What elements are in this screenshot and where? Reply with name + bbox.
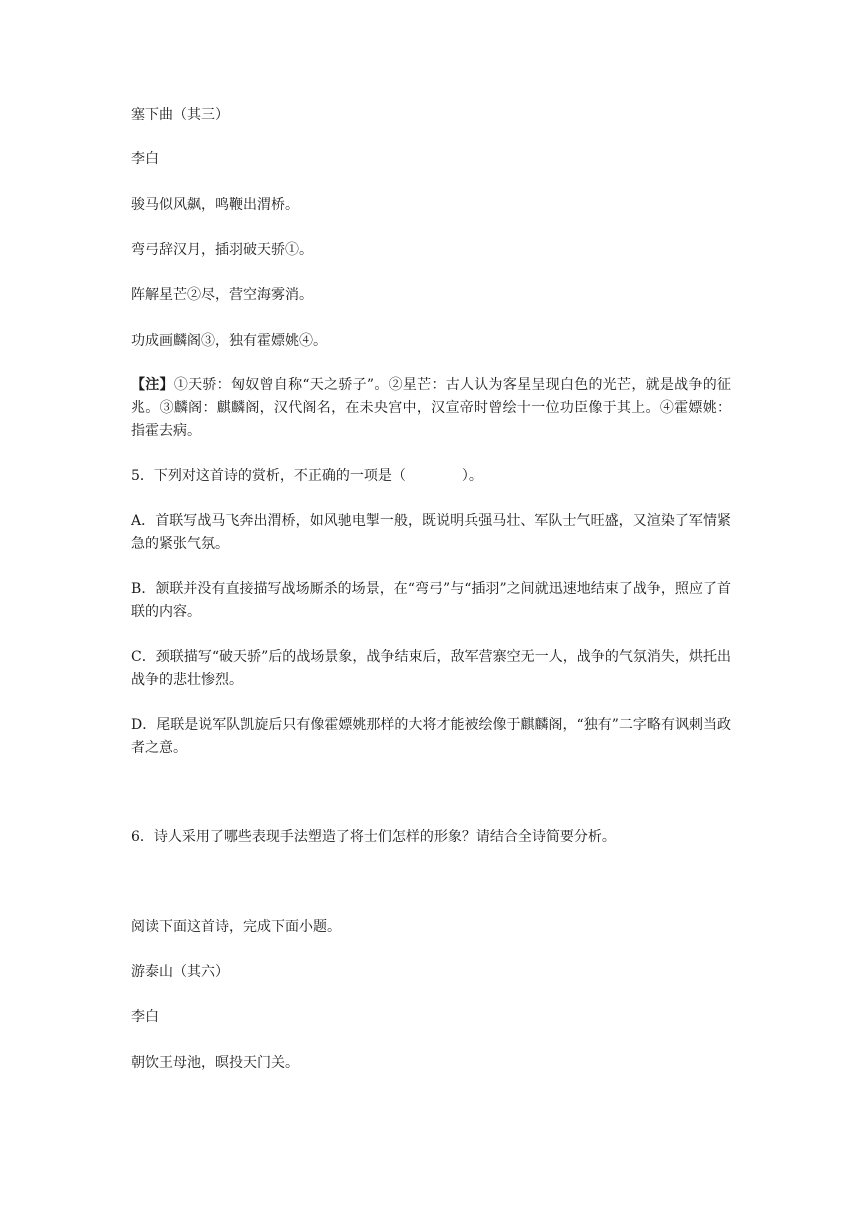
question-5-option-b: B．颔联并没有直接描写战场厮杀的场景，在“弯弓”与“插羽”之间就迅速地结束了战争，照应了首联的内容。 — [131, 581, 731, 620]
poem-title: 塞下曲（其三） — [131, 107, 229, 123]
poem-title: 游泰山（其六） — [131, 964, 229, 980]
poem-line: 阵解星芒②尽，营空海雾消。 — [131, 287, 313, 303]
question-5-stem: 5．下列对这首诗的赏析，不正确的一项是（ ）。 — [131, 468, 483, 484]
poem-line: 弯弓辞汉月，插羽破天骄①。 — [131, 242, 313, 258]
poem-author: 李白 — [131, 1009, 159, 1025]
question-5-option-c: C．颈联描写“破天骄”后的战场景象，战争结束后，敌军营寨空无一人，战争的气氛消失，烘托出战争的悲壮惨烈。 — [131, 649, 731, 688]
question-5-option-d: D．尾联是说军队凯旋后只有像霍嫖姚那样的大将才能被绘像于麒麟阁，“独有”二字略有讽刺当政者之意。 — [131, 717, 731, 756]
poem-line: 功成画麟阁③，独有霍嫖姚④。 — [131, 333, 327, 349]
poem-line: 骏马似风飙，鸣鞭出渭桥。 — [131, 197, 299, 213]
poem-note — [131, 374, 731, 443]
question-6-stem: 6．诗人采用了哪些表现手法塑造了将士们怎样的形象？请结合全诗简要分析。 — [131, 829, 616, 845]
reading-instruction: 阅读下面这首诗，完成下面小题。 — [131, 919, 341, 935]
poem-author: 李白 — [131, 151, 159, 167]
note-text: ①天骄：匈奴曾自称“天之骄子”。②星芒：古人认为客星呈现白色的光芒，就是战争的征兆。③麟阁：麒麟阁，汉代阁名，在未央宫中，汉宣帝时曾绘十一位功臣像于其上。④霍嫖姚：指霍去病。 — [131, 377, 732, 439]
poem-line: 朝饮王母池，暝投天门关。 — [131, 1055, 299, 1071]
note-mark: 【注】 — [131, 377, 174, 393]
question-5-option-a: A．首联写战马飞奔出渭桥，如风驰电掣一般，既说明兵强马壮、军队士气旺盛，又渲染了军情紧急的紧张气氛。 — [131, 513, 731, 552]
